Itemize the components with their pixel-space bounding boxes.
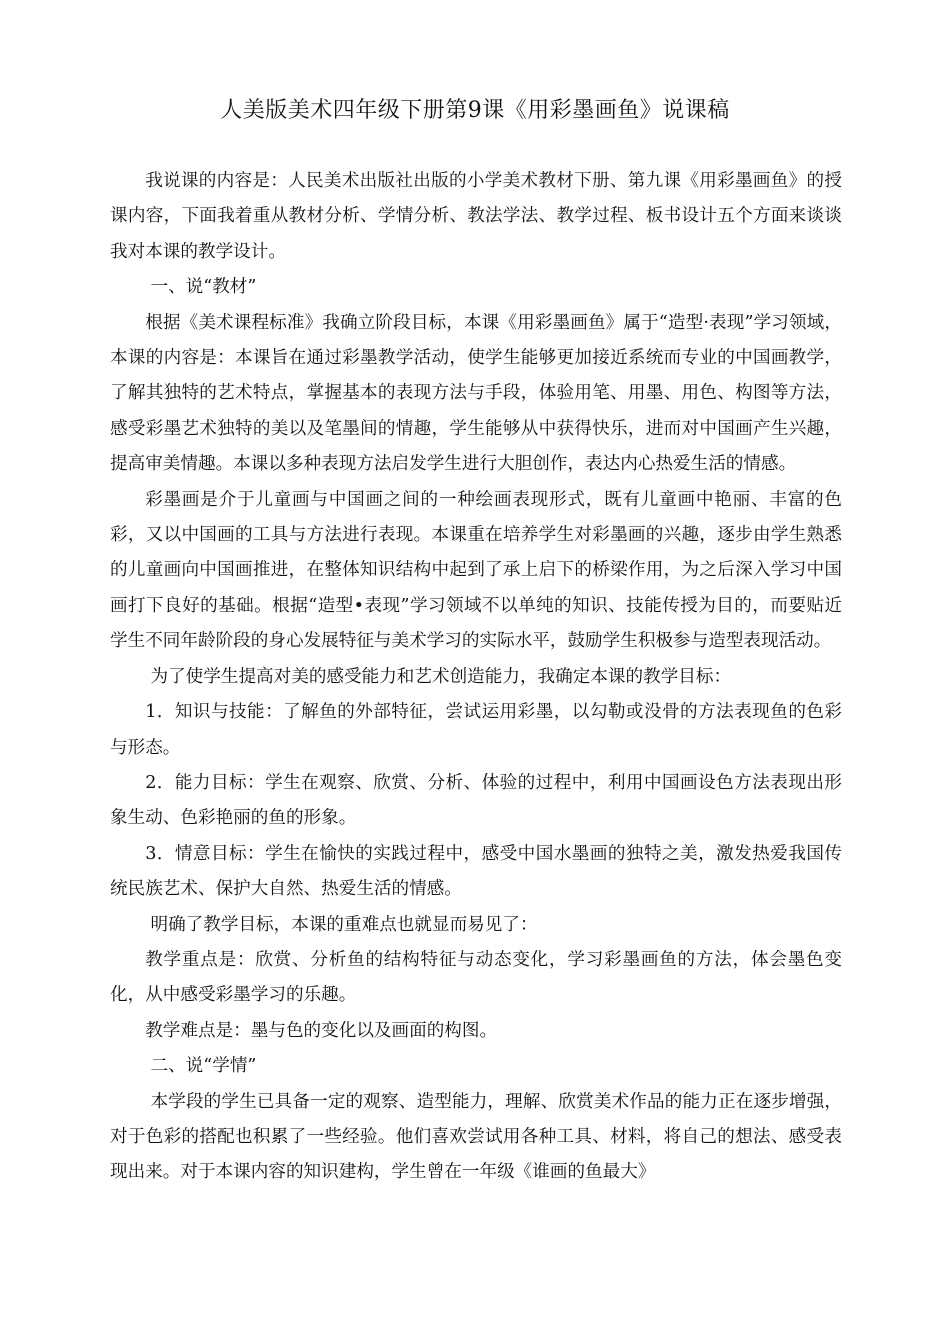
document-body <box>110 164 842 1191</box>
section-heading-textbook: 一、说“教材” <box>150 277 257 298</box>
paragraph-goal-3: 3．情意目标：学生在愉快的实践过程中，感受中国水墨画的独特之美，激发热爱我国传统民族艺术、保护大自然、热爱生活的情感。 <box>110 843 842 900</box>
section-heading-students: 二、说“学情” <box>150 1056 257 1077</box>
paragraph-intro: 我说课的内容是：人民美术出版社出版的小学美术教材下册、第九课《用彩墨画鱼》的授课内容，下面我着重从教材分析、学情分析、教法学法、教学过程、板书设计五个方面来谈谈我对本课的教学设计。 <box>110 171 842 262</box>
paragraph-goal-1: 1．知识与技能：了解鱼的外部特征，尝试运用彩墨，以勾勒或没骨的方法表现鱼的色彩与形态。 <box>110 702 842 758</box>
document-title: 人美版美术四年级下册第9课《用彩墨画鱼》说课稿 <box>220 98 730 123</box>
paragraph-goals-intro: 为了使学生提高对美的感受能力和艺术创造能力，我确定本课的教学目标： <box>150 666 732 687</box>
paragraph-key-point: 教学重点是：欣赏、分析鱼的结构特征与动态变化，学习彩墨画鱼的方法，体会墨色变化，从中感受彩墨学习的乐趣。 <box>110 949 842 1006</box>
paragraph-textbook-2: 彩墨画是介于儿童画与中国画之间的一种绘画表现形式，既有儿童画中艳丽、丰富的色彩，又以中国画的工具与方法进行表现。本课重在培养学生对彩墨画的兴趣，逐步由学生熟悉的儿童画向中国画推进，在整体知识结构中起到了承上启下的桥梁作用，为之后深入学习中国画打下良好的基础。根据“造型•表现”学习领域不以单纯的知识、技能传授为目的，而要贴近学生不同年龄阶段的身心发展特征与美术学习的实际水平，鼓励学生积极参与造型表现活动。 <box>110 489 842 652</box>
paragraph-goal-2: 2．能力目标：学生在观察、欣赏、分析、体验的过程中，利用中国画设色方法表现出形象生动、色彩艳丽的鱼的形象。 <box>110 772 842 829</box>
paragraph-key-points-intro: 明确了教学目标，本课的重难点也就显而易见了： <box>150 914 538 935</box>
paragraph-textbook-1: 根据《美术课程标准》我确立阶段目标，本课《用彩墨画鱼》属于“造型·表现”学习领域，本课的内容是：本课旨在通过彩墨教学活动，使学生能够更加接近系统而专业的中国画教学，了解其独特的艺术特点，掌握基本的表现方法与手段，体验用笔、用墨、用色、构图等方法，感受彩墨艺术独特的美以及笔墨间的情趣，学生能够从中获得快乐，进而对中国画产生兴趣，提高审美情趣。本课以多种表现方法启发学生进行大胆创作，表达内心热爱生活的情感。 <box>110 312 842 475</box>
paragraph-students: 本学段的学生已具备一定的观察、造型能力，理解、欣赏美术作品的能力正在逐步增强，对于色彩的搭配也积累了一些经验。他们喜欢尝试用各种工具、材料，将自己的想法、感受表现出来。对于本课内容的知识建构，学生曾在一年级《谁画的鱼最大》 <box>110 1091 842 1183</box>
paragraph-difficulty: 教学难点是：墨与色的变化以及画面的构图。 <box>145 1020 498 1041</box>
